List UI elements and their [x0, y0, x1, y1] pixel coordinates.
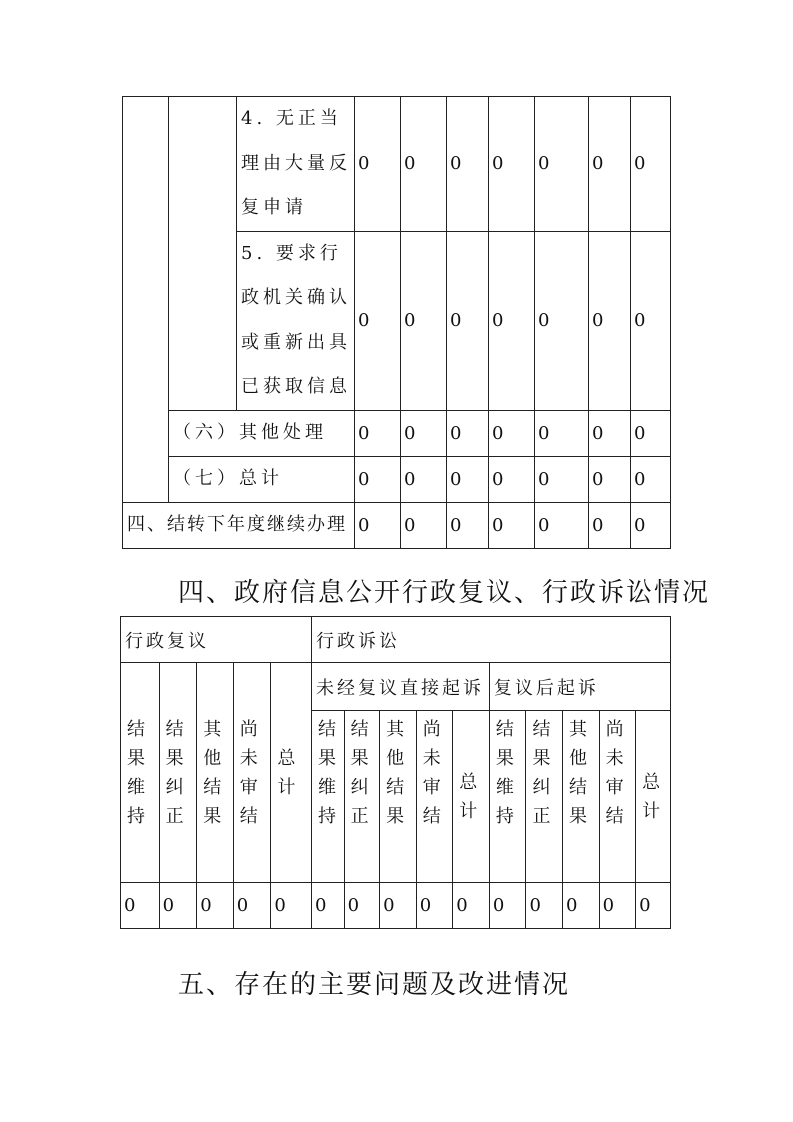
- col-header: 尚未审结: [416, 711, 453, 883]
- col-header: 尚未审结: [233, 663, 271, 883]
- table-row: [121, 663, 671, 711]
- cell-value: 0: [526, 883, 563, 929]
- direct-suit-header: 未经复议直接起诉: [312, 663, 490, 711]
- col-header: 结果纠正: [344, 711, 380, 883]
- cell-value: 0: [535, 410, 589, 456]
- row-label: （六）其他处理: [169, 410, 355, 456]
- cell-value: 0: [355, 456, 401, 502]
- col-header: 总计: [636, 711, 671, 883]
- cell-value: 0: [355, 97, 401, 232]
- cell-value: 0: [589, 410, 631, 456]
- cell-value: 0: [489, 97, 535, 232]
- row-label: 四、结转下年度继续办理: [123, 502, 355, 548]
- cell-value: 0: [355, 410, 401, 456]
- after-review-suit-header: 复议后起诉: [489, 663, 670, 711]
- cell-value: 0: [401, 410, 447, 456]
- col-header: 其他结果: [380, 711, 417, 883]
- cell-value: 0: [589, 456, 631, 502]
- cell-value: 0: [447, 410, 489, 456]
- cell-value: 0: [631, 456, 671, 502]
- cell-value: 0: [599, 883, 636, 929]
- cell-value: 0: [589, 502, 631, 548]
- cell-value: 0: [401, 231, 447, 410]
- cell-value: 0: [589, 97, 631, 232]
- cell-value: 0: [535, 502, 589, 548]
- admin-review-header: 行政复议: [121, 617, 312, 663]
- cell-value: 0: [636, 883, 671, 929]
- processing-results-table: [122, 96, 671, 549]
- col-header: 结果维持: [489, 711, 526, 883]
- table-row: [123, 502, 671, 548]
- col-header: 结果纠正: [159, 663, 197, 883]
- cell-value: 0: [453, 883, 490, 929]
- col-header: 总计: [271, 663, 312, 883]
- col-header: 尚未审结: [599, 711, 636, 883]
- cell-value: 0: [344, 883, 380, 929]
- table-row: [123, 97, 671, 232]
- row-label: （七）总计: [169, 456, 355, 502]
- cell-value: 0: [535, 456, 589, 502]
- cell-value: 0: [380, 883, 417, 929]
- section-5-title: 五、存在的主要问题及改进情况: [178, 970, 571, 1000]
- cell-value: 0: [631, 502, 671, 548]
- cell-value: 0: [631, 97, 671, 232]
- admin-litigation-header: 行政诉讼: [312, 617, 671, 663]
- cell-value: 0: [563, 883, 600, 929]
- col-header: 其他结果: [197, 663, 234, 883]
- cell-value: 0: [489, 883, 526, 929]
- col-header: 结果维持: [312, 711, 345, 883]
- table-row: [123, 410, 671, 456]
- cell-value: 0: [489, 456, 535, 502]
- cell-value: 0: [401, 456, 447, 502]
- row-label: 4. 无正当理由大量反复申请: [237, 97, 355, 232]
- section-4-title: 四、政府信息公开行政复议、行政诉讼情况: [178, 578, 711, 608]
- cell-value: 0: [416, 883, 453, 929]
- review-litigation-table: [120, 616, 671, 929]
- cell-value: 0: [121, 883, 160, 929]
- cell-value: 0: [401, 502, 447, 548]
- cell-value: 0: [271, 883, 312, 929]
- cell-value: 0: [447, 502, 489, 548]
- cell-value: 0: [489, 502, 535, 548]
- cell-value: 0: [489, 231, 535, 410]
- col-header: 其他结果: [563, 711, 600, 883]
- col-header: 结果维持: [121, 663, 160, 883]
- table-row: [123, 456, 671, 502]
- cell-value: 0: [631, 410, 671, 456]
- cell-value: 0: [447, 456, 489, 502]
- col-header: 结果纠正: [526, 711, 563, 883]
- cell-value: 0: [589, 231, 631, 410]
- cell-value: 0: [489, 410, 535, 456]
- table-row: [121, 883, 671, 929]
- col-header: 总计: [453, 711, 490, 883]
- cell-value: 0: [631, 231, 671, 410]
- cell-value: 0: [197, 883, 234, 929]
- cell-value: 0: [535, 97, 589, 232]
- row-label: 5. 要求行政机关确认或重新出具已获取信息: [237, 231, 355, 410]
- cell-value: 0: [312, 883, 345, 929]
- cell-value: 0: [447, 231, 489, 410]
- cell-value: 0: [447, 97, 489, 232]
- cell-value: 0: [159, 883, 197, 929]
- table-row: [121, 617, 671, 663]
- cell-value: 0: [355, 502, 401, 548]
- blank-cell: [123, 97, 169, 503]
- cell-value: 0: [355, 231, 401, 410]
- cell-value: 0: [401, 97, 447, 232]
- cell-value: 0: [535, 231, 589, 410]
- cell-value: 0: [233, 883, 271, 929]
- blank-cell: [169, 97, 237, 411]
